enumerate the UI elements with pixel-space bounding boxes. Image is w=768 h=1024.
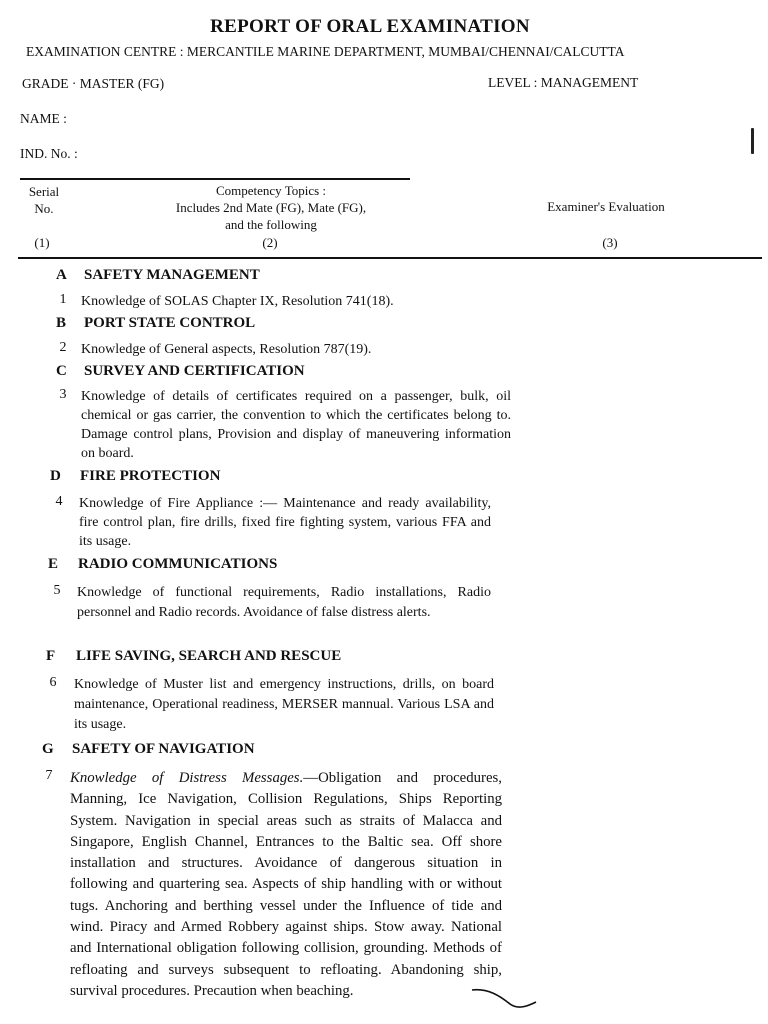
section-letter: A: [56, 267, 67, 283]
topics-header: [140, 182, 402, 233]
item-text: Knowledge of Muster list and emergency instructions, drills, on board maintenance, Operational readiness, MERSER mannual. Various LSA and its usage.: [74, 677, 494, 732]
page-title: REPORT OF ORAL EXAMINATION: [210, 16, 530, 37]
section-title: PORT STATE CONTROL: [84, 315, 256, 331]
evaluation-header: Examiner's Evaluation: [547, 199, 665, 214]
item-text: Knowledge of SOLAS Chapter IX, Resolution 741(18).: [81, 294, 394, 309]
item-text: Knowledge of functional requirements, Radio installations, Radio personnel and Radio records. Avoidance of false distress alerts.: [77, 585, 491, 620]
section-letter: F: [46, 648, 56, 664]
section-title: SAFETY OF NAVIGATION: [72, 741, 255, 757]
ind-no-field: IND. No. :: [20, 146, 78, 161]
section-title: FIRE PROTECTION: [80, 468, 221, 484]
serial-header-line2: No.: [34, 201, 54, 216]
item-text: Knowledge of Fire Appliance :— Maintenance and ready availability, fire control plan, fire drills, fixed fire fighting system, various FFA and its usage.: [79, 496, 491, 549]
serial-col-number: (1): [34, 235, 50, 250]
grade-field: GRADE · MASTER (FG): [22, 76, 165, 91]
section-title: SAFETY MANAGEMENT: [84, 267, 260, 283]
item-text: Knowledge of General aspects, Resolution 787(19).: [81, 342, 372, 357]
margin-mark: [751, 128, 754, 154]
topics-col-number: (2): [262, 235, 278, 250]
section-title: LIFE SAVING, SEARCH AND RESCUE: [76, 648, 342, 664]
serial-header: [18, 183, 70, 217]
section-letter: C: [56, 363, 67, 379]
evaluation-col-number: (3): [602, 235, 618, 250]
item-lead-text: Knowledge of Distress Messages.: [70, 770, 304, 786]
topics-header-line3: and the following: [225, 217, 317, 232]
section-title: SURVEY AND CERTIFICATION: [84, 363, 305, 379]
topics-header-line1: Competency Topics :: [215, 183, 327, 198]
item-number: 6: [49, 675, 57, 690]
section-letter: G: [42, 741, 54, 757]
item-number: 3: [59, 387, 67, 402]
section-title: RADIO COMMUNICATIONS: [78, 556, 278, 572]
header-bottom-rule: [18, 257, 762, 259]
item-number: 7: [45, 768, 53, 783]
serial-header-line1: Serial: [28, 184, 60, 199]
section-letter: B: [56, 315, 67, 331]
section-letter: D: [50, 468, 61, 484]
section-letter: E: [48, 556, 59, 572]
item-number: 1: [59, 292, 67, 307]
item-number: 2: [59, 340, 67, 355]
item-text: Knowledge of details of certificates required on a passenger, bulk, oil chemical or gas carrier, the convention to which the certificates belong to. Damage control plans, Provision and display of maneuvering information on board.: [81, 389, 511, 461]
item-number: 4: [55, 494, 63, 509]
header-top-rule: [20, 178, 410, 180]
item-text: [70, 768, 502, 1002]
level-field: LEVEL : MANAGEMENT: [488, 75, 639, 90]
topics-header-line2: Includes 2nd Mate (FG), Mate (FG),: [175, 200, 367, 215]
exam-centre: EXAMINATION CENTRE : MERCANTILE MARINE DEPARTMENT, MUMBAI/CHENNAI/CALCUTTA: [26, 44, 625, 59]
name-field: NAME :: [20, 111, 67, 126]
item-number: 5: [53, 583, 61, 598]
pen-stroke-mark: [470, 986, 540, 1014]
item-rest-text: —Obligation and procedures, Manning, Ice Navigation, Collision Regulations, Ships Reporting System. Navigation in special areas such as straits of Malacca and Singapore, English Channel, Entrances to the Baltic sea. Off shore installation and structures. Avoidance of dangerous situation in following and quartering sea. Aspects of ship handling with or without tugs. Anchoring and berthing vessel under the Influence of tide and wind. Piracy and Armed Robbery against ships. Stow away. National and International obligation following collision, grounding. Methods of refloating and surveys subsequent to refloating. Abandoning ship, survival procedures. Precaution when beaching.: [70, 770, 502, 999]
